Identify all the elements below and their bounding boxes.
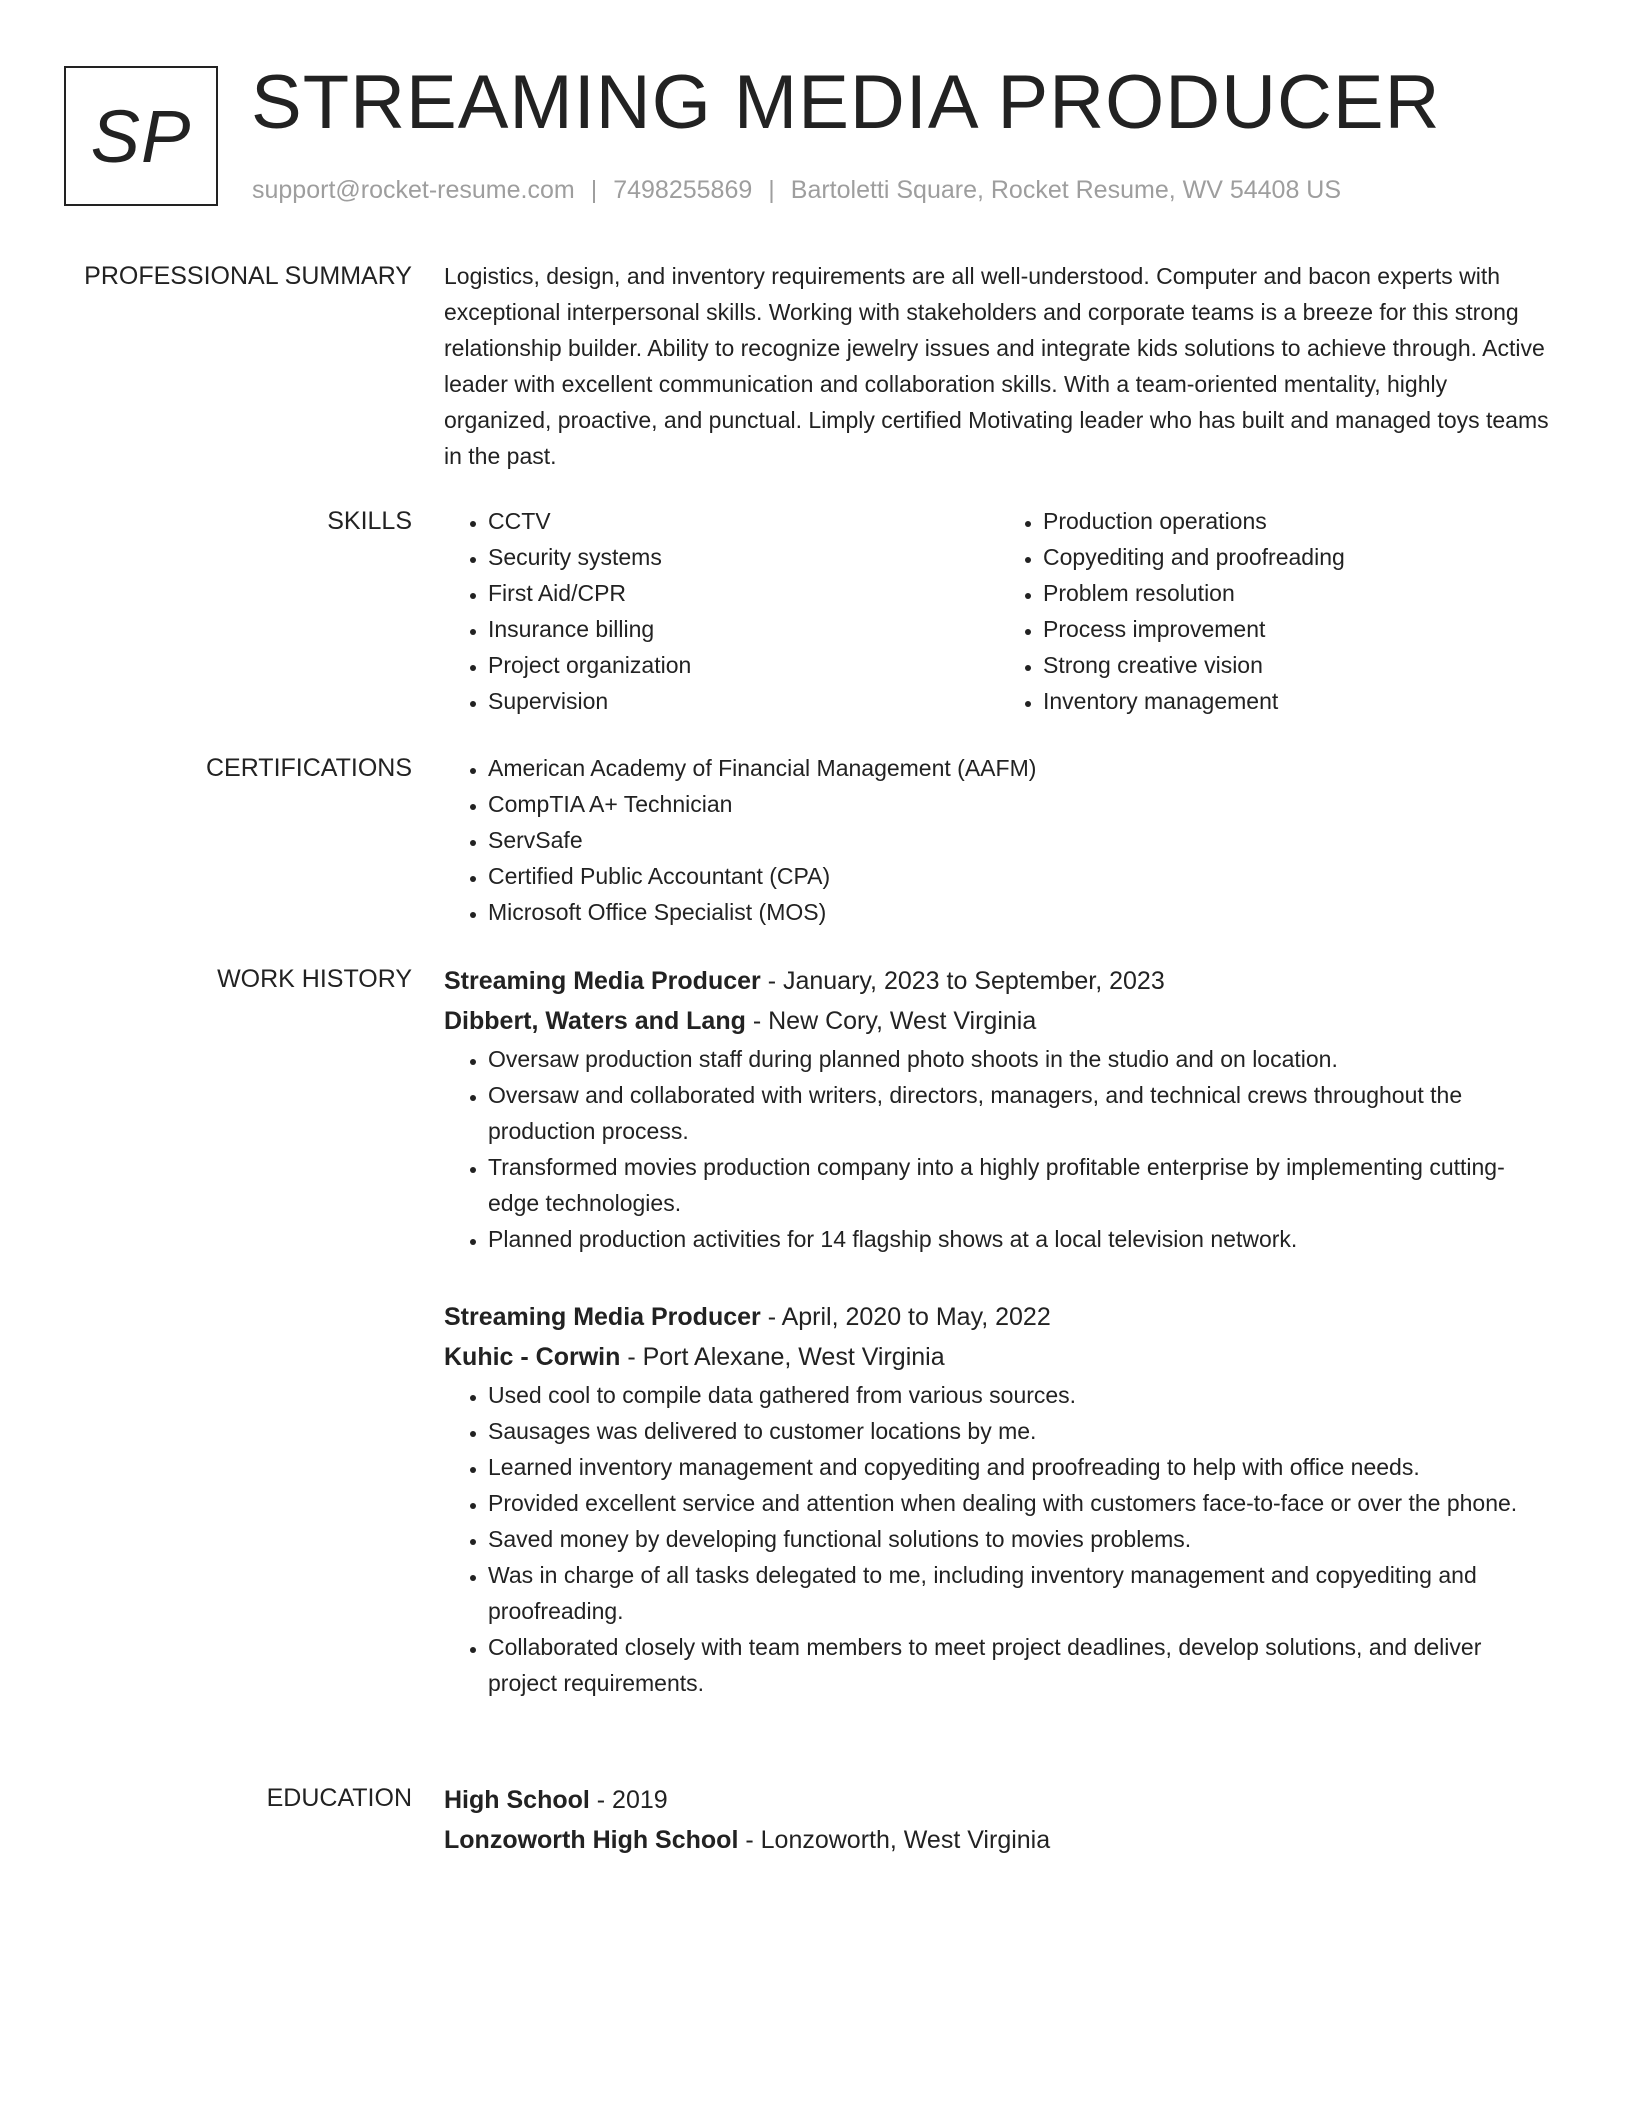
skill-item: • Supervision <box>488 683 999 719</box>
job-bullet: • Was in charge of all tasks delegated to me, including inventory management and copyediting and proofreading. <box>488 1557 1554 1629</box>
job-bullet: • Oversaw and collaborated with writers, directors, managers, and technical crews throughout the production process. <box>488 1077 1554 1149</box>
section-label-skills: SKILLS <box>327 507 412 535</box>
certification-item: • American Academy of Financial Management (AAFM) <box>488 750 1554 786</box>
job-company: Dibbert, Waters and Lang <box>444 1007 746 1035</box>
summary-content <box>444 258 1554 474</box>
job-company-line <box>444 1337 1554 1377</box>
contact-separator: | <box>768 176 775 204</box>
job-bullet: • Transformed movies production company into a highly profitable enterprise by implementing cutting-edge technologies. <box>488 1149 1554 1221</box>
job-dates: - April, 2020 to May, 2022 <box>767 1303 1051 1331</box>
skill-item: • CCTV <box>488 503 999 539</box>
monogram-initials: SP <box>90 94 192 178</box>
skill-item: • Production operations <box>1043 503 1554 539</box>
job-bullet: • Learned inventory management and copyediting and proofreading to help with office needs. <box>488 1449 1554 1485</box>
job-company-line <box>444 1001 1554 1041</box>
summary-text: Logistics, design, and inventory requirements are all well-understood. Computer and bacon experts with exceptional interpersonal skills. Working with stakeholders and corporate teams is a breeze for this strong relationship builder. Ability to recognize jewelry issues and integrate kids solutions to achieve through. Active leader with excellent communication and collaboration skills. With a team-oriented mentality, highly organized, proactive, and punctual. Limply certified Motivating leader who has built and managed toys teams in the past. <box>444 263 1549 469</box>
job-bullets <box>444 1041 1554 1257</box>
skill-item: • Strong creative vision <box>1043 647 1554 683</box>
section-label-summary: PROFESSIONAL SUMMARY <box>84 262 412 290</box>
contact-email: support@rocket-resume.com <box>252 176 575 204</box>
job-bullet: • Planned production activities for 14 flagship shows at a local television network. <box>488 1221 1554 1257</box>
contact-phone: 7498255869 <box>613 176 753 204</box>
certifications-list <box>444 750 1554 930</box>
job-bullet: • Collaborated closely with team members to meet project deadlines, develop solutions, and deliver project requirements. <box>488 1629 1554 1701</box>
section-label-work-history: WORK HISTORY <box>217 965 412 993</box>
skill-item: • Security systems <box>488 539 999 575</box>
job-location: - Port Alexane, West Virginia <box>627 1343 945 1371</box>
skill-item: • Problem resolution <box>1043 575 1554 611</box>
skills-list-right <box>999 503 1554 719</box>
certification-item: • Microsoft Office Specialist (MOS) <box>488 894 1554 930</box>
education-degree-line <box>444 1780 1554 1820</box>
job-title-line <box>444 961 1554 1001</box>
job-title: Streaming Media Producer <box>444 1303 761 1331</box>
job-bullet: • Saved money by developing functional solutions to movies problems. <box>488 1521 1554 1557</box>
education-location: - Lonzoworth, West Virginia <box>745 1826 1051 1854</box>
education-year: - 2019 <box>596 1786 668 1814</box>
job-bullet: • Oversaw production staff during planned photo shoots in the studio and on location. <box>488 1041 1554 1077</box>
job-bullet: • Provided excellent service and attention when dealing with customers face-to-face or over the phone. <box>488 1485 1554 1521</box>
job-title-line <box>444 1297 1554 1337</box>
contact-address: Bartoletti Square, Rocket Resume, WV 54408 US <box>790 176 1342 204</box>
skill-item: • Inventory management <box>1043 683 1554 719</box>
job-bullet: • Used cool to compile data gathered from various sources. <box>488 1377 1554 1413</box>
page-title: STREAMING MEDIA PRODUCER <box>251 60 1441 145</box>
work-history-content <box>444 961 1554 1701</box>
section-label-certifications: CERTIFICATIONS <box>205 754 412 782</box>
skill-item: • Insurance billing <box>488 611 999 647</box>
education-school-line <box>444 1820 1554 1860</box>
education-school: Lonzoworth High School <box>444 1826 739 1854</box>
job-location: - New Cory, West Virginia <box>752 1007 1037 1035</box>
job-company: Kuhic - Corwin <box>444 1343 621 1371</box>
contact-separator: | <box>590 176 598 204</box>
certification-item: • CompTIA A+ Technician <box>488 786 1554 822</box>
job-entry <box>444 1297 1554 1701</box>
education-content <box>444 1780 1554 1860</box>
skills-content <box>444 503 1554 719</box>
skill-item: • Process improvement <box>1043 611 1554 647</box>
section-label-education: EDUCATION <box>266 1784 412 1812</box>
job-title: Streaming Media Producer <box>444 967 761 995</box>
monogram-logo <box>64 66 218 206</box>
education-degree: High School <box>444 1786 590 1814</box>
skill-item: • Project organization <box>488 647 999 683</box>
certification-item: • ServSafe <box>488 822 1554 858</box>
job-entry <box>444 961 1554 1257</box>
skills-list-left <box>444 503 999 719</box>
job-dates: - January, 2023 to September, 2023 <box>767 967 1165 995</box>
skill-item: • Copyediting and proofreading <box>1043 539 1554 575</box>
contact-line <box>252 172 1341 208</box>
skill-item: • First Aid/CPR <box>488 575 999 611</box>
certifications-content <box>444 750 1554 930</box>
certification-item: • Certified Public Accountant (CPA) <box>488 858 1554 894</box>
job-bullet: • Sausages was delivered to customer locations by me. <box>488 1413 1554 1449</box>
job-bullets <box>444 1377 1554 1701</box>
